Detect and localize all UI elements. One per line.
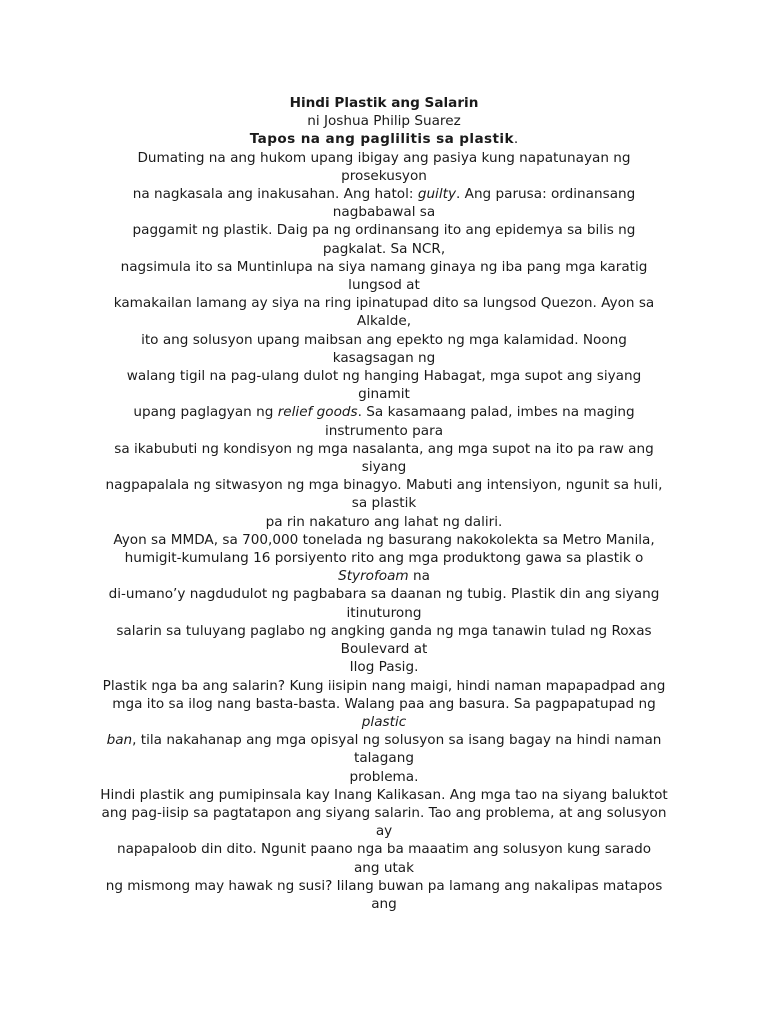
lead-line-text: Tapos na ang paglilitis sa plastik <box>249 131 514 148</box>
lead-line-period: . <box>513 131 519 148</box>
text-line <box>80 403 688 421</box>
text-line <box>80 567 688 585</box>
document-title: Hindi Plastik ang Salarin <box>289 95 479 111</box>
text-line: instrumento para <box>324 422 444 439</box>
text-line: Plastik nga ba ang salarin? Kung iisipin nang maigi, hindi naman mapapadpad ang <box>102 677 666 694</box>
text-line: ginamit <box>358 386 410 403</box>
italic-term: ban <box>106 732 133 749</box>
text-line: pagkalat. Sa NCR, <box>322 240 446 257</box>
italic-term: plastic <box>361 713 407 730</box>
text-line: ang <box>371 895 397 912</box>
text-line: lungsod at <box>348 277 420 294</box>
text-line <box>80 731 688 749</box>
text-line <box>80 713 688 731</box>
document-body <box>80 94 688 913</box>
text-line: sa plastik <box>351 495 417 512</box>
text-line: paggamit ng plastik. Daig pa ng ordinansang ito ang epidemya sa bilis ng <box>132 222 636 239</box>
text-line: humigit-kumulang 16 porsiyento rito ang mga produktong gawa sa plastik o <box>124 550 644 567</box>
text-line: ito ang solusyon upang maibsan ang epekto ng mga kalamidad. Noong <box>141 331 627 348</box>
italic-term: relief goods <box>277 404 358 421</box>
text-line: nagbabawal sa <box>332 204 436 221</box>
text-line: sa ikabubuti ng kondisyon ng mga nasalanta, ang mga supot na ito pa raw ang <box>114 440 654 457</box>
text-line: walang tigil na pag-ulang dulot ng hanging Habagat, mga supot ang siyang <box>126 368 642 385</box>
document-author: ni Joshua Philip Suarez <box>307 113 461 130</box>
text-line: talagang <box>354 750 414 767</box>
text-line: Ayon sa MMDA, sa 700,000 tonelada ng basurang nakokolekta sa Metro Manila, <box>113 531 655 548</box>
text-line: kasagsagan ng <box>332 349 436 366</box>
text-line: di-umano’y nagdudulot ng pagbabara sa daanan ng tubig. Plastik din ang siyang <box>108 586 660 603</box>
text-line: mga ito sa ilog nang basta-basta. Walang paa ang basura. Sa pagpapatupad ng <box>112 695 656 712</box>
text-segment: . Ang parusa: ordinansang <box>456 186 636 203</box>
text-line: Hindi plastik ang pumipinsala kay Inang Kalikasan. Ang mga tao na siyang baluktot <box>100 786 668 803</box>
text-segment: . Sa kasamaang palad, imbes na maging <box>357 404 635 421</box>
text-segment: na <box>408 568 430 585</box>
text-line: Dumating na ang hukom upang ibigay ang pasiya kung napatunayan ng <box>137 149 631 166</box>
text-line <box>80 185 688 203</box>
text-line: siyang <box>361 459 407 476</box>
lead-line <box>80 130 688 148</box>
text-line: itinuturong <box>346 604 422 621</box>
italic-term: Styrofoam <box>338 568 409 585</box>
text-line: ang pag-iisip sa pagtatapon ang siyang salarin. Tao ang problema, at ang solusyon <box>101 804 667 821</box>
text-line: salarin sa tuluyang paglabo ng angking ganda ng mga tanawin tulad ng Roxas <box>116 622 652 639</box>
text-segment: upang paglagyan ng <box>133 404 278 421</box>
text-line: napapaloob din dito. Ngunit paano nga ba maaatim ang solusyon kung sarado <box>116 841 652 858</box>
text-line: ang utak <box>353 859 415 876</box>
text-line: Boulevard at <box>340 641 428 658</box>
text-line: ng mismong may hawak ng susi? Iilang buwan pa lamang ang nakalipas matapos <box>105 877 663 894</box>
text-line: Alkalde, <box>356 313 412 330</box>
text-line: ay <box>375 823 393 840</box>
text-line: nagpapalala ng sitwasyon ng mga binagyo. Mabuti ang intensiyon, ngunit sa huli, <box>105 477 663 494</box>
text-segment: , tila nakahanap ang mga opisyal ng solusyon sa isang bagay na hindi naman <box>132 732 662 749</box>
italic-term: guilty <box>417 186 456 203</box>
text-line: pa rin nakaturo ang lahat ng daliri. <box>265 513 503 530</box>
text-line: problema. <box>349 768 419 785</box>
text-line: Ilog Pasig. <box>349 659 419 676</box>
text-line: kamakailan lamang ay siya na ring ipinatupad dito sa lungsod Quezon. Ayon sa <box>113 295 655 312</box>
text-line: nagsimula ito sa Muntinlupa na siya namang ginaya ng iba pang mga karatig <box>120 258 648 275</box>
text-segment: na nagkasala ang inakusahan. Ang hatol: <box>132 186 418 203</box>
text-line: prosekusyon <box>341 167 427 184</box>
